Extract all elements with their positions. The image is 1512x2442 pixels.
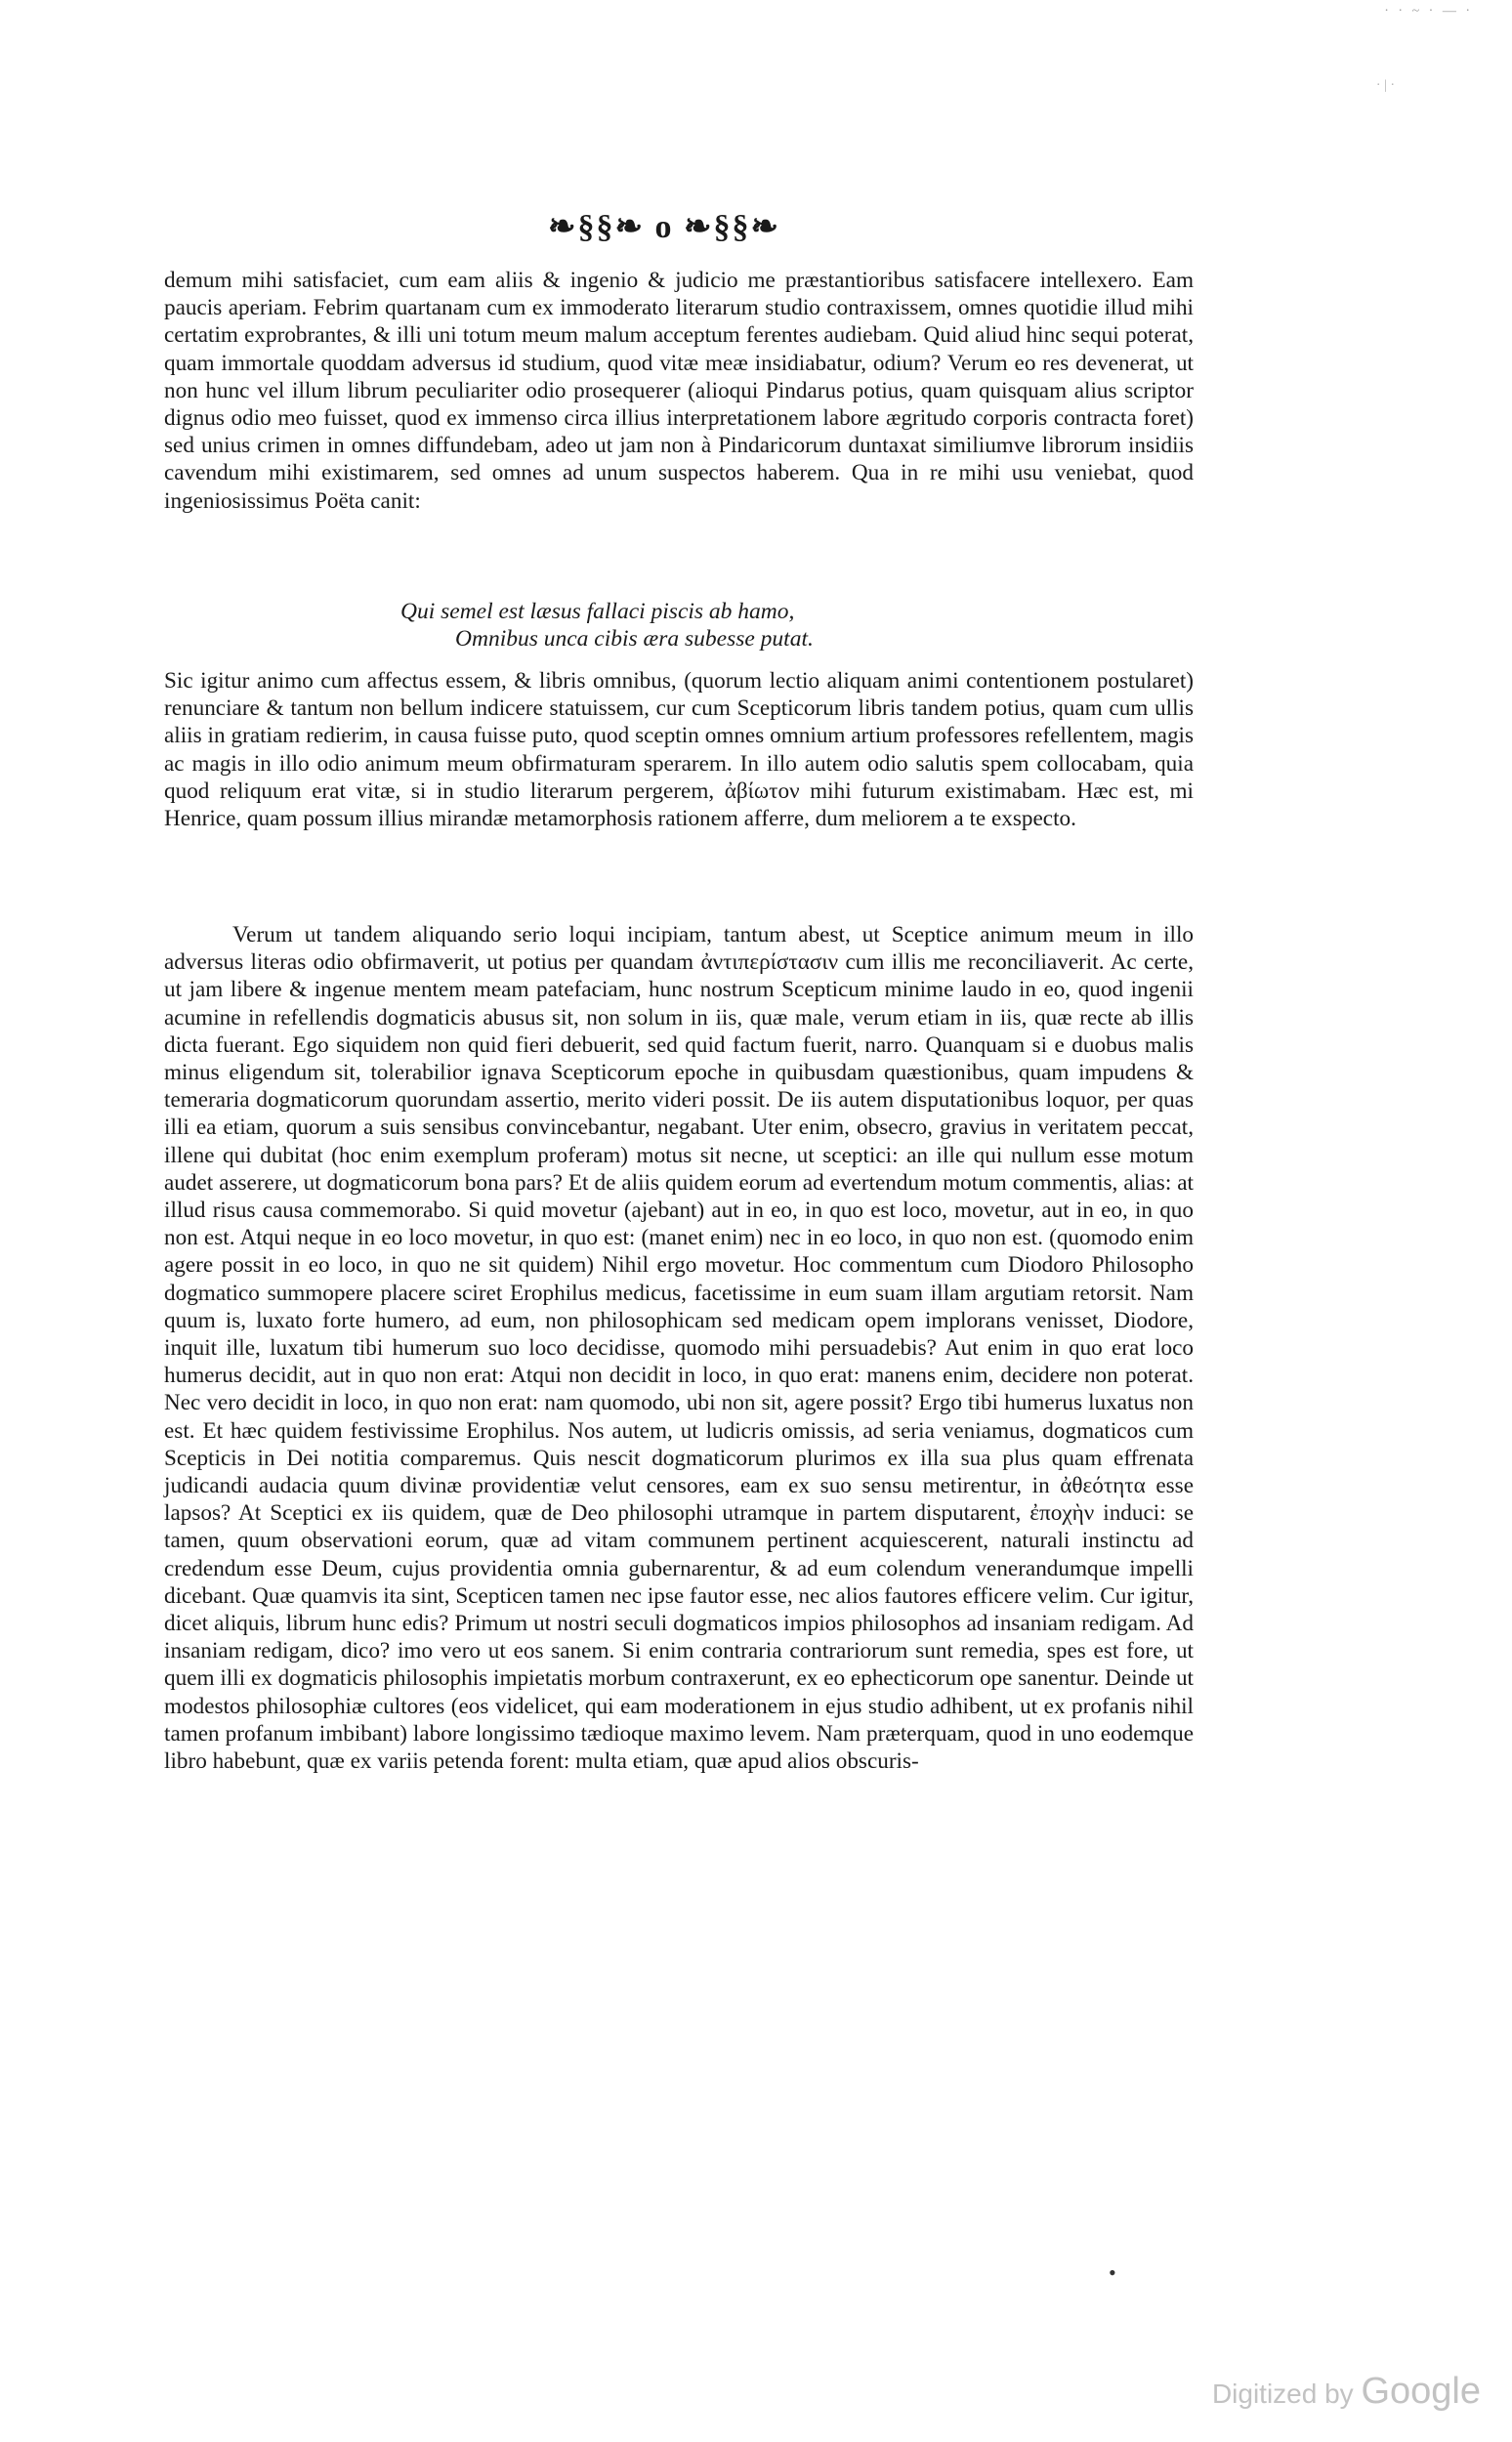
stray-mark: • bbox=[1109, 2260, 1116, 2285]
scan-edge-marks: · · ~ · — · bbox=[1384, 4, 1473, 19]
verse-line-1: Qui semel est læsus fallaci piscis ab hamo, bbox=[400, 599, 795, 624]
paragraph-1-text: demum mihi satisfaciet, cum eam aliis & ingenio & judicio me præstantioribus satisfacere intellexero. Eam paucis aperiam. Febrim quartanam cum ex immoderato literarum studio contraxissem, omnes quotidie illud mihi certatim exprobrantes, & illi uni totum meum malum acceptum ferentes audiebam. Quid aliud hinc sequi poterat, quam immortale quoddam adversus id studium, quod vitæ meæ insidiabatur, odium? Verum eo res devenerat, ut non hunc vel illum librum peculiariter odio prosequerer (alioqui Pindarus potius, quam quisquam alius scriptor dignus odio meo fuisset, quod ex immenso circa illius interpretationem labore ægritudo corporis contracta foret) sed unius crimen in omnes diffundebam, adeo ut jam non à Pindaricorum duntaxat similiumve librorum insidiis cavendum mihi existimarem, sed omnes ad unum suspectos haberem. Qua in re mihi usu veniebat, quod ingeniosissimus Poëta canit: bbox=[164, 268, 1194, 514]
paragraph-2-text: Sic igitur animo cum affectus essem, & libris omnibus, (quorum lectio aliquam animi contentionem postularet) renunciare & tantum non bellum indicere statuissem, cur cum Scepticorum libris tandem potius, quam cum ullis aliis in gratiam redierim, in causa fuisse puto, quod sceptin omnes omnium artium professores refellentem, magis ac magis in illo odio animum meum obfirmaturam sperarem. In illo autem odio salutis spem collocabam, quia quod reliquum erat vitæ, si in studio literarum pergerem, ἀβίωτον mihi futurum existimabam. Hæc est, mi Henrice, quam possum illius mirandæ metamorphosis rationem afferre, dum meliorem a te exspecto. bbox=[164, 668, 1194, 832]
paragraph-3-text: Verum ut tandem aliquando serio loqui incipiam, tantum abest, ut Sceptice animum meum in illo adversus literas odio obfirmaverit, ut potius per quandam ἀντιπερίστασιν cum illis me reconciliaverit. Ac certe, ut jam libere & ingenue mentem meam patefaciam, hunc nostrum Scepticum minime laudo in eo, quod ingenii acumine in refellendis dogmaticis abusus sit, non solum in iis, quæ male, verum etiam in iis, quæ recte ab illis dicta fuerant. Ego siquidem non quid fieri debuerit, sed quid factum fuerit, narro. Quanquam si e duobus malis minus eligendum sit, tolerabilior ignava Scepticorum epoche in quibusdam quæstionibus, quam impudens & temeraria dogmaticorum quorundam assertio, merito videri possit. De iis autem disputationibus loquor, per quas illi ea etiam, quorum a suis sensibus convincebantur, negabant. Uter enim, obsecro, gravius in veritatem peccat, illene qui dubitat (hoc enim exemplum proferam) motus sit necne, ut sceptici: an ille qui nullum esse motum audet asserere, ut dogmaticorum bona pars? Et de aliis quidem eorum ad evertendum motum commentis, alias: at illud risus causa commemorabo. Si quid movetur (ajebant) aut in eo, in quo est loco, movetur, aut in eo, in quo non est. Atqui neque in eo loco movetur, in quo est: (manet enim) nec in eo loco, in quo non est. (quomodo enim agere possit in eo loco, in quo ne sit quidem) Nihil ergo movetur. Hoc commentum cum Diodoro Philosopho dogmatico summopere placere sciret Erophilus medicus, facetissime in eum suam illam argutiam retorsit. Nam quum is, luxato forte humero, ad eum, non philosophicam sed medicam opem implorans venisset, Diodore, inquit ille, luxatum tibi humerum suo loco decidisse, quomodo mihi persuadebis? Aut enim in quo erat loco humerus decidit, aut in quo non erat: Atqui non decidit in loco, in quo erat: manens enim, decidere non poterat. Nec vero decidit in loco, in quo non erat: nam quomodo, ubi non sit, agere possit? Ergo tibi humerus luxatus non est. Et hæc quidem festivissime Erophilus. Nos autem, ut ludicris omissis, ad seria veniamus, dogmaticos cum Scepticis in Dei notitia comparemus. Quis nescit dogmaticorum plurimos ex illa sua plus quam effrenata judicandi audacia quum divinæ providentiæ velut censores, eam ex suo sensu metirentur, in ἀθεότητα esse lapsos? At Sceptici ex iis quidem, quæ de Deo philosophi utramque in partem disputarent, ἐποχὴν induci: se tamen, quum observationi eorum, quæ ad vitam communem pertinent acquiescerent, naturali instinctu ad credendum esse Deum, cujus providentia omnia gubernarentur, & ad eum colendum venerandumque impelli dicebant. Quæ quamvis ita sint, Scepticen tamen nec ipse fautor esse, nec alios fautores efficere velim. Cur igitur, dicet aliquis, librum hunc edis? Primum ut nostri seculi dogmaticos impios philosophos ad insaniam redigam. Ad insaniam redigam, dico? imo vero ut eos sanem. Si enim contraria contrariorum sunt remedia, spes est fore, ut quem illi ex dogmaticis philosophis impietatis morbum contraxerunt, ex eo ephecticorum ope sanentur. Deinde ut modestos philosophiæ cultores (eos videlicet, qui eam moderationem in ejus studio adhibent, ut ex profanis nihil tamen profanum imbibant) labore longissimo tædioque maximo levem. Nam præterquam, quod in uno eodemque libro habebunt, quæ ex variis petenda forent: multa etiam, quæ apud alios obscuris- bbox=[164, 922, 1194, 1775]
watermark-brand: Google bbox=[1361, 2371, 1481, 2412]
digitization-watermark bbox=[1212, 2371, 1481, 2413]
paragraph-3 bbox=[164, 921, 1194, 1775]
paragraph-1 bbox=[164, 267, 1194, 515]
scan-edge-marks-2: · | · bbox=[1375, 78, 1395, 93]
watermark-prefix: Digitized by bbox=[1211, 2379, 1354, 2409]
verse-quote bbox=[400, 598, 908, 653]
header-ornament: ❧§§❧ o ❧§§❧ bbox=[548, 209, 780, 245]
paragraph-2 bbox=[164, 667, 1194, 832]
verse-line-2: Omnibus unca cibis æra subesse putat. bbox=[455, 626, 814, 652]
